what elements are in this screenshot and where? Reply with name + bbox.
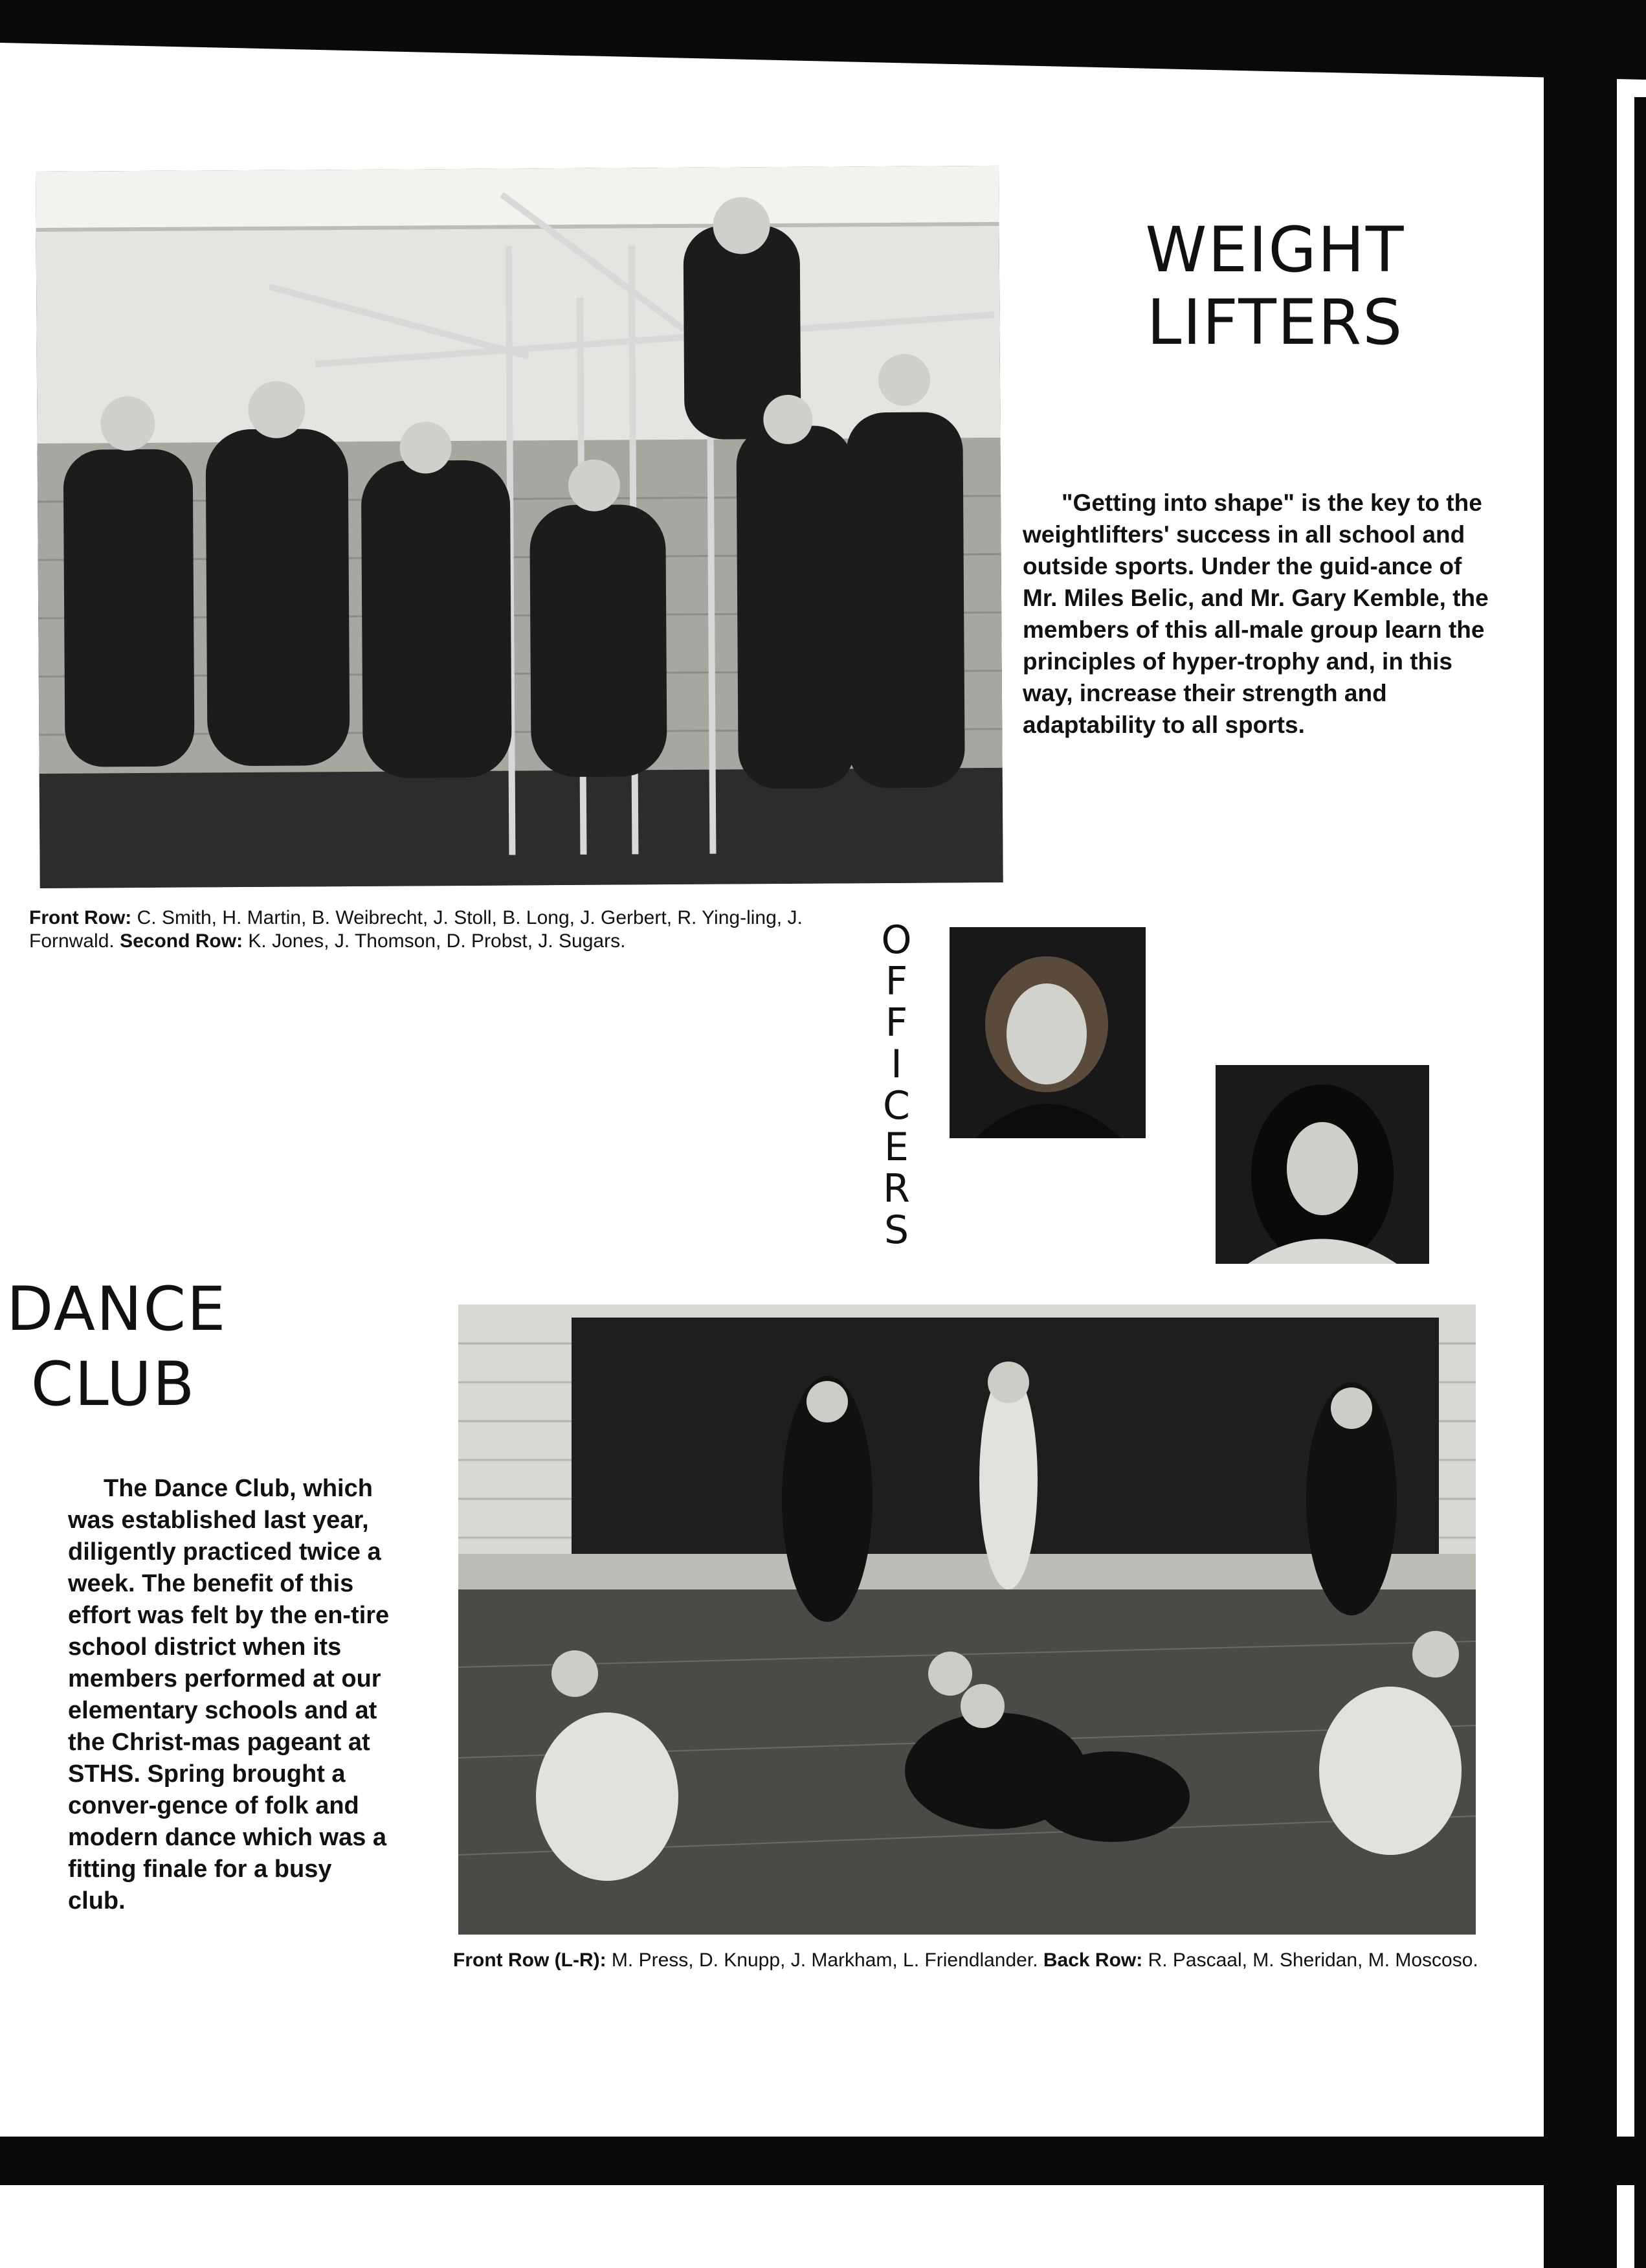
officers-letter: F (885, 959, 908, 1004)
dance-club-title-line2: CLUB (30, 1349, 196, 1420)
caption-front-row-label: Front Row: (29, 907, 132, 928)
officers-letter: C (883, 1083, 910, 1128)
caption-front-row-names: C. Smith, H. Martin, B. Weibrecht, J. Stoll, B. Long, J. Gerbert, R. Ying-ling, J. Fornwald. (29, 907, 803, 952)
caption-front-row-names: M. Press, D. Knupp, J. Markham, L. Friendlander. (606, 1949, 1043, 1971)
officers-letter: S (884, 1207, 909, 1253)
officer-portrait-2 (1216, 1065, 1429, 1264)
scan-border-right-edge (1634, 97, 1646, 2268)
caption-back-row-names: R. Pascaal, M. Sheridan, M. Moscoso. (1142, 1949, 1478, 1971)
caption-back-row-label: Back Row: (1043, 1949, 1143, 1971)
dance-club-description: The Dance Club, which was established last year, diligently practiced twice a week. The benefit of this effort was felt by the en-tire school district when its members performed at our elementary schools and at the Christ-mas pageant at STHS. Spring brought a conver-gence of folk and modern dance which was a fitting finale for a busy club. (68, 1475, 390, 1914)
officers-letter: O (881, 917, 912, 963)
weightlifters-title (1100, 214, 1450, 359)
caption-front-row-label: Front Row (L-R): (453, 1949, 606, 1971)
caption-second-row-names: K. Jones, J. Thomson, D. Probst, J. Sugars. (243, 930, 626, 952)
dance-club-photo (458, 1305, 1476, 1935)
officers-vertical-label (871, 919, 922, 1251)
officers-letter: F (885, 1000, 908, 1046)
officers-letter: R (883, 1166, 910, 1211)
officers-letter: E (884, 1125, 909, 1170)
weightlifters-caption (29, 906, 832, 953)
scan-border-right (1544, 0, 1617, 2268)
weightlifters-title-line1: WEIGHT (1145, 214, 1405, 286)
officers-letter: I (891, 1042, 902, 1087)
dance-club-caption (453, 1949, 1482, 1972)
dance-club-title-line1: DANCE (6, 1274, 227, 1345)
weightlifters-title-line2: LIFTERS (1146, 286, 1404, 359)
dance-club-title (6, 1272, 227, 1422)
scan-border-top (0, 0, 1646, 18)
caption-second-row-label: Second Row: (120, 930, 243, 952)
weightlifters-photo (36, 166, 1003, 888)
scan-border-bottom (0, 2137, 1646, 2185)
scan-border-top-right (0, 18, 1646, 80)
weightlifters-description: "Getting into shape" is the key to the weightlifters' success in all school and outside sports. Under the guid-ance of Mr. Miles Belic, and Mr. Gary Kemble, the members of this all-male group learn the principles of hyper-trophy and, in this way, increase their strength and adaptability to all sports. (1023, 489, 1489, 738)
officer-portrait-1 (950, 927, 1146, 1138)
